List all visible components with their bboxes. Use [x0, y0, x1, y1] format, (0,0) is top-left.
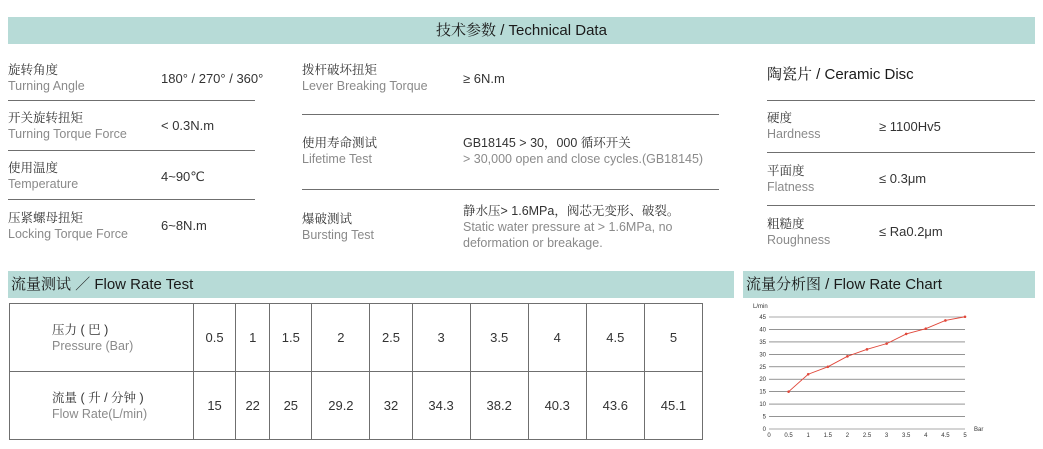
turning-torque-label — [8, 110, 127, 142]
y-tick-label: 0 — [762, 427, 766, 433]
temperature-zh: 使用温度 — [8, 161, 59, 175]
data-point — [925, 327, 928, 330]
x-tick-label: 5 — [963, 433, 967, 439]
divider — [302, 189, 719, 190]
bursting-test-zh: 爆破测试 — [302, 212, 353, 226]
hardness-value: ≥ 1100Hv5 — [879, 119, 941, 134]
y-axis-label: L/min — [753, 304, 768, 310]
roughness-value: ≤ Ra0.2μm — [879, 224, 943, 239]
flow-cell: 22 — [236, 372, 270, 440]
temperature-en: Temperature — [8, 177, 79, 191]
divider — [8, 199, 255, 200]
data-point — [807, 373, 810, 376]
flatness-zh: 平面度 — [767, 164, 805, 178]
flow-rate-chart — [748, 300, 1038, 440]
x-tick-label: 4 — [924, 433, 928, 439]
divider — [767, 100, 1035, 101]
x-tick-label: 0 — [767, 433, 771, 439]
flatness-label — [767, 163, 814, 195]
lifetime-test-value-en: > 30,000 open and close cycles.(GB18145) — [463, 152, 704, 166]
pressure-cell: 0.5 — [194, 304, 236, 372]
locking-torque-zh: 压紧螺母扭矩 — [8, 211, 84, 225]
x-tick-label: 0.5 — [784, 433, 793, 439]
flow-rate-table — [9, 303, 703, 440]
data-point — [964, 315, 967, 318]
pressure-cell: 1.5 — [270, 304, 312, 372]
data-point — [885, 342, 888, 345]
flow-rate-chart-header: 流量分析图 / Flow Rate Chart — [743, 271, 1035, 298]
lever-breaking-zh: 拨杆破坏扭矩 — [302, 63, 378, 77]
y-tick-label: 30 — [759, 352, 766, 359]
locking-torque-value: 6~8N.m — [161, 218, 207, 233]
pressure-en: Pressure (Bar) — [52, 338, 134, 353]
technical-data-header: 技术参数 / Technical Data — [8, 17, 1035, 44]
bursting-test-value-zh: 静水压> 1.6MPa，阀芯无变形、破裂。 — [463, 204, 680, 218]
x-tick-label: 2 — [845, 433, 850, 439]
pressure-header — [10, 304, 194, 372]
flow-header — [10, 372, 194, 440]
pressure-cell: 1 — [236, 304, 270, 372]
turning-torque-zh: 开关旋转扭矩 — [8, 111, 84, 125]
temperature-value: 4~90℃ — [161, 169, 205, 184]
y-tick-label: 45 — [759, 315, 766, 321]
lever-breaking-en: Lever Breaking Torque — [302, 79, 428, 93]
turning-angle-value: 180° / 270° / 360° — [161, 71, 264, 86]
x-axis-label: Bar — [974, 427, 984, 433]
x-tick-label: 1 — [806, 433, 810, 439]
y-tick-label: 10 — [759, 402, 766, 409]
turning-angle-en: Turning Angle — [8, 79, 85, 93]
pressure-cell: 5 — [644, 304, 702, 372]
flow-cell: 40.3 — [528, 372, 586, 440]
y-tick-label: 20 — [759, 377, 766, 384]
y-tick-label: 5 — [762, 414, 766, 421]
divider — [8, 150, 255, 151]
bursting-test-value-en: Static water pressure at > 1.6MPa, no deformation or breakage. — [463, 220, 673, 250]
x-tick-label: 2.5 — [862, 433, 872, 439]
lifetime-test-zh: 使用寿命测试 — [302, 136, 378, 150]
x-tick-label: 1.5 — [823, 433, 832, 439]
turning-torque-en: Turning Torque Force — [8, 127, 127, 141]
bursting-test-value — [463, 203, 713, 251]
lifetime-test-value-zh: GB18145 > 30，000 循环开关 — [463, 136, 631, 150]
lifetime-test-en: Lifetime Test — [302, 152, 372, 166]
hardness-label — [767, 110, 821, 142]
roughness-en: Roughness — [767, 233, 831, 247]
turning-angle-label — [8, 62, 85, 94]
divider — [767, 152, 1035, 153]
bursting-test-en: Bursting Test — [302, 228, 375, 242]
divider — [767, 205, 1035, 206]
flatness-en: Flatness — [767, 180, 815, 194]
flow-en: Flow Rate(L/min) — [52, 406, 148, 421]
flow-cell: 45.1 — [644, 372, 702, 440]
flow-cell: 32 — [370, 372, 412, 440]
hardness-zh: 硬度 — [767, 111, 793, 125]
y-tick-label: 35 — [759, 339, 766, 346]
lever-breaking-label — [302, 62, 428, 94]
pressure-cell: 3 — [412, 304, 470, 372]
flow-cell: 43.6 — [586, 372, 644, 440]
pressure-cell: 4.5 — [586, 304, 644, 372]
flow-rate-test-header: 流量测试 ／ Flow Rate Test — [8, 271, 734, 298]
flow-cell: 34.3 — [412, 372, 470, 440]
data-point — [827, 365, 830, 368]
data-point — [846, 355, 849, 358]
lifetime-test-value — [463, 135, 703, 167]
y-tick-label: 40 — [759, 327, 766, 334]
x-tick-label: 3.5 — [902, 433, 911, 439]
pressure-cell: 2 — [312, 304, 370, 372]
flatness-value: ≤ 0.3μm — [879, 171, 927, 186]
table-row — [10, 372, 703, 440]
y-tick-label: 15 — [759, 389, 766, 396]
divider — [8, 100, 255, 101]
pressure-cell: 3.5 — [470, 304, 528, 372]
flow-zh: 流量 ( 升 / 分钟 ) — [52, 390, 144, 405]
locking-torque-label — [8, 210, 128, 242]
pressure-zh: 压力 ( 巴 ) — [52, 322, 109, 337]
flow-cell: 29.2 — [312, 372, 370, 440]
data-point — [787, 390, 790, 393]
bursting-test-label — [302, 211, 374, 243]
flow-cell: 25 — [270, 372, 312, 440]
flow-cell: 38.2 — [470, 372, 528, 440]
data-point — [944, 319, 947, 322]
y-tick-label: 25 — [759, 364, 766, 371]
roughness-zh: 粗糙度 — [767, 217, 805, 231]
divider — [302, 114, 719, 115]
pressure-cell: 2.5 — [370, 304, 412, 372]
data-point — [905, 333, 908, 336]
lever-breaking-value: ≥ 6N.m — [463, 71, 505, 86]
pressure-cell: 4 — [528, 304, 586, 372]
locking-torque-en: Locking Torque Force — [8, 227, 128, 241]
x-tick-label: 4.5 — [941, 433, 950, 439]
table-row — [10, 304, 703, 372]
turning-angle-zh: 旋转角度 — [8, 63, 59, 77]
roughness-label — [767, 216, 830, 248]
flow-cell: 15 — [194, 372, 236, 440]
hardness-en: Hardness — [767, 127, 821, 141]
ceramic-disc-title: 陶瓷片 / Ceramic Disc — [767, 66, 914, 83]
turning-torque-value: < 0.3N.m — [161, 118, 215, 133]
lifetime-test-label — [302, 135, 377, 167]
data-point — [866, 348, 869, 351]
x-tick-label: 3 — [884, 433, 889, 439]
temperature-label — [8, 160, 78, 192]
